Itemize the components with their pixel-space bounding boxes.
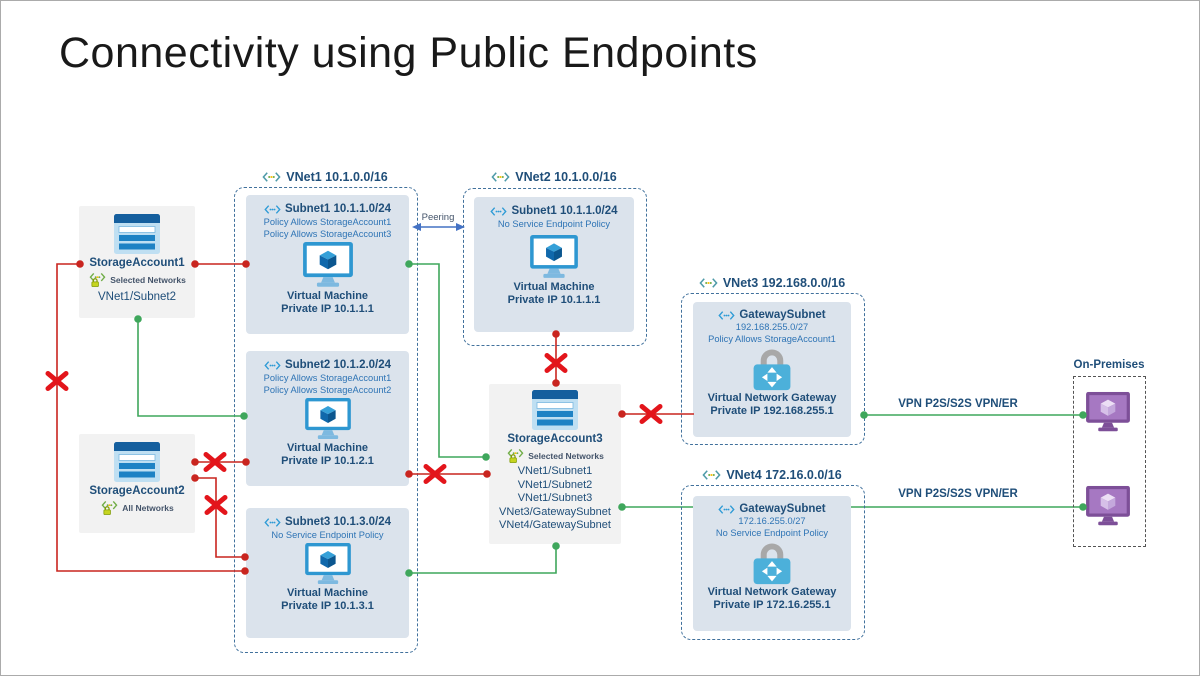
- policy-line: Policy Allows StorageAccount1: [263, 373, 392, 383]
- storage-account-icon: [114, 442, 160, 482]
- subnet-icon: [264, 204, 281, 215]
- storage-account-icon: [114, 214, 160, 254]
- onprem-vm1-icon: [1082, 390, 1134, 436]
- virtual-machine-icon: [297, 242, 359, 290]
- vnet-icon: [702, 469, 721, 481]
- private-ip: Private IP 172.16.255.1: [713, 599, 831, 611]
- vnet-icon: [262, 171, 281, 183]
- virtual-machine-icon: [299, 543, 357, 587]
- subnet-icon: [718, 504, 735, 515]
- virtual-machine-icon: [524, 235, 584, 281]
- subnet-icon: [264, 360, 281, 371]
- allowed-network: VNet1/Subnet2: [517, 478, 593, 491]
- storage-account-name: StorageAccount3: [507, 433, 603, 445]
- connector-sa1-subnet2: [138, 318, 245, 416]
- allowed-network: VNet1/Subnet3: [517, 492, 593, 504]
- storage-account-name: StorageAccount2: [89, 485, 185, 497]
- blocked-x-icon: [547, 356, 565, 371]
- allowed-network: VNet1/Subnet1: [517, 465, 593, 477]
- policy-line: Policy Allows StorageAccount2: [263, 385, 392, 395]
- vnet-icon: [699, 277, 718, 289]
- onprem-vm2-icon: [1082, 484, 1134, 530]
- device-label: Virtual Machine: [286, 442, 369, 454]
- device-label: Virtual Machine: [286, 290, 369, 302]
- vnet3-gateway-subnet-card: [693, 302, 851, 437]
- network-lock-icon: [506, 448, 525, 463]
- network-lock-icon: [100, 500, 119, 515]
- vnet1-subnet2-card: [246, 351, 409, 486]
- vnet4-label: VNet4 172.16.0.0/16: [681, 468, 863, 482]
- private-ip: Private IP 10.1.1.1: [507, 294, 601, 306]
- policy-line: No Service Endpoint Policy: [497, 219, 611, 229]
- storage-account2-card: [79, 434, 195, 533]
- policy-line: Policy Allows StorageAccount1: [708, 334, 836, 344]
- subnet-title: GatewaySubnet: [718, 309, 825, 321]
- vnet1-label: VNet1 10.1.0.0/16: [234, 170, 416, 184]
- connector-subnet3-sa3: [409, 547, 556, 573]
- private-ip: Private IP 10.1.3.1: [281, 600, 374, 612]
- virtual-machine-icon: [299, 398, 357, 442]
- subnet-cidr: 192.168.255.0/27: [735, 322, 809, 332]
- policy-line: Policy Allows StorageAccount3: [263, 229, 392, 239]
- blocked-x-icon: [426, 467, 444, 482]
- device-label: Virtual Machine: [286, 587, 369, 599]
- subnet-title: Subnet3 10.1.3.0/24: [264, 516, 391, 528]
- allowed-network: VNet3/GatewaySubnet: [499, 505, 611, 518]
- private-ip: Private IP 10.1.2.1: [281, 455, 374, 467]
- network-access-row: Selected Networks: [88, 272, 186, 287]
- onprem-label: On-Premises: [1073, 359, 1145, 371]
- vpn-gateway-icon: [747, 540, 797, 586]
- vnet3-label: VNet3 192.168.0.0/16: [681, 276, 863, 290]
- allowed-network: VNet4/GatewaySubnet: [499, 519, 611, 531]
- allowed-network: VNet1/Subnet2: [97, 291, 176, 303]
- network-access-row: All Networks: [100, 500, 174, 515]
- blocked-x-icon: [206, 455, 224, 470]
- vpn-label-top: VPN P2S/S2S VPN/ER: [898, 398, 1018, 410]
- blocked-x-icon: [207, 498, 225, 513]
- device-label: Virtual Network Gateway: [707, 392, 837, 404]
- peering-arrow-icon: [412, 223, 465, 231]
- policy-line: No Service Endpoint Policy: [271, 530, 384, 540]
- device-label: Virtual Machine: [513, 281, 595, 293]
- vnet2-subnet1-card: [474, 197, 634, 332]
- vpn-label-bottom: VPN P2S/S2S VPN/ER: [898, 488, 1018, 500]
- private-ip: Private IP 192.168.255.1: [710, 405, 834, 417]
- vnet-icon: [491, 171, 510, 183]
- subnet-cidr: 172.16.255.0/27: [738, 516, 806, 526]
- storage-account-icon: [532, 390, 578, 430]
- vnet2-label: VNet2 10.1.0.0/16: [463, 170, 645, 184]
- vpn-gateway-icon: [747, 346, 797, 392]
- vnet1-subnet3-card: [246, 508, 409, 638]
- subnet-title: GatewaySubnet: [718, 503, 825, 515]
- network-lock-icon: [88, 272, 107, 287]
- subnet-icon: [718, 310, 735, 321]
- subnet-icon: [264, 517, 281, 528]
- subnet-title: Subnet1 10.1.1.0/24: [264, 203, 391, 215]
- vnet4-gateway-subnet-card: [693, 496, 851, 631]
- peering-label: Peering: [421, 212, 455, 223]
- subnet-icon: [490, 206, 507, 217]
- subnet-title: Subnet1 10.1.1.0/24: [490, 205, 617, 217]
- policy-line: Policy Allows StorageAccount1: [263, 217, 392, 227]
- storage-account1-card: [79, 206, 195, 318]
- subnet-title: Subnet2 10.1.2.0/24: [264, 359, 391, 371]
- blocked-x-icon: [642, 407, 660, 422]
- vnet1-subnet1-card: [246, 195, 409, 334]
- blocked-x-icon: [48, 374, 66, 389]
- network-access-row: Selected Networks: [506, 448, 604, 463]
- device-label: Virtual Network Gateway: [707, 586, 837, 598]
- page-title: Connectivity using Public Endpoints: [59, 29, 758, 77]
- storage-account-name: StorageAccount1: [89, 257, 185, 269]
- private-ip: Private IP 10.1.1.1: [281, 303, 374, 315]
- policy-line: No Service Endpoint Policy: [715, 528, 829, 538]
- storage-account3-card: [489, 384, 621, 544]
